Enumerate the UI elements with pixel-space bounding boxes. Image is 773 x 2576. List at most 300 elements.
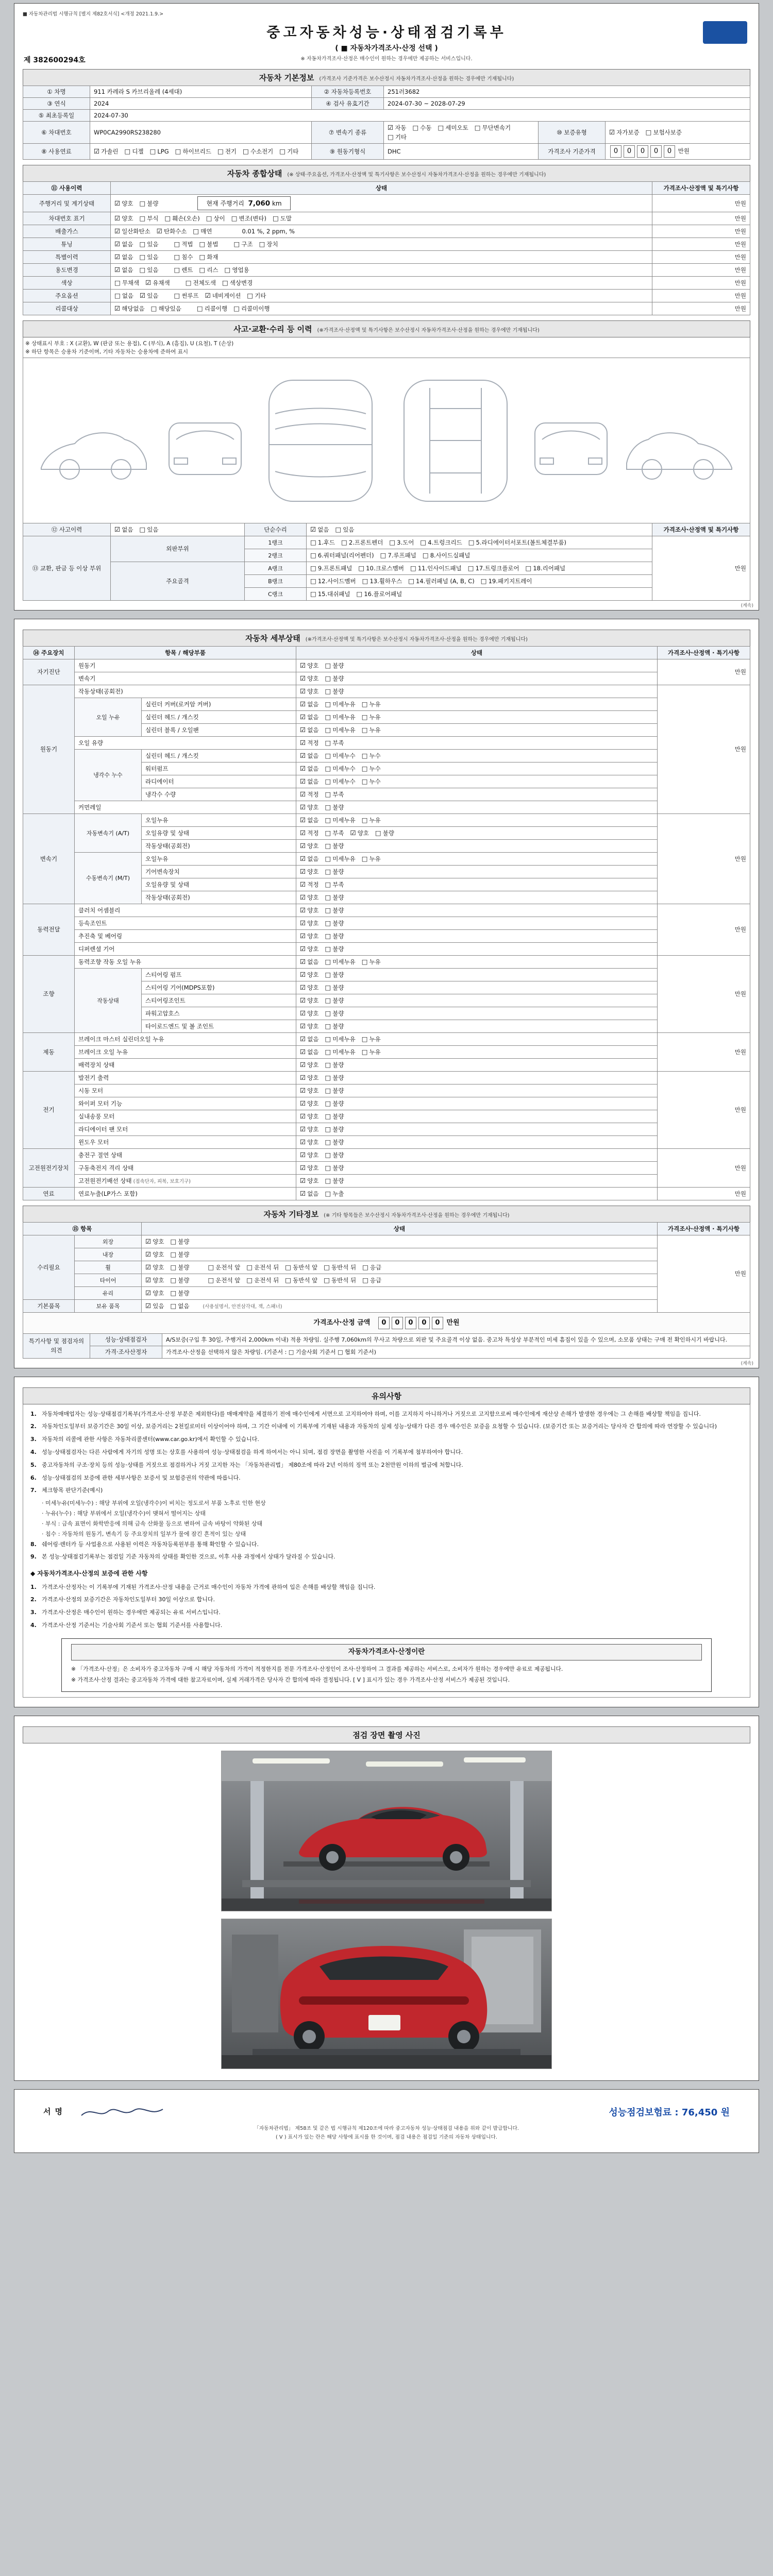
checkbox-option[interactable]: □ 5.라디에이터서포트(볼트체결부품): [468, 538, 567, 546]
checkbox-option[interactable]: ☑ 양호: [350, 828, 369, 837]
checkbox-option[interactable]: ☑ 양호: [300, 1163, 319, 1172]
checkbox-option[interactable]: □ 누수: [361, 764, 381, 772]
checked-box-icon: ☑: [94, 147, 100, 155]
checked-box-icon: ☑: [300, 841, 306, 850]
checkbox-option[interactable]: ☑ 없음: [300, 1047, 319, 1056]
checkbox-option[interactable]: □ 불량: [325, 674, 344, 682]
checkbox-option[interactable]: □ 운전석 뒤: [246, 1263, 279, 1271]
checkbox-option[interactable]: ☑ 양호: [300, 1009, 319, 1017]
checkbox-option[interactable]: □ 있음: [139, 253, 159, 261]
checkbox-option[interactable]: □ 상이: [206, 214, 225, 222]
checkbox-option[interactable]: □ 미세누유: [325, 854, 356, 862]
checkbox-option[interactable]: □ 전기: [217, 147, 237, 155]
checkbox-option[interactable]: ☑ 양호: [300, 1125, 319, 1133]
checkbox-option[interactable]: □ 불량: [325, 867, 344, 875]
section-detail-condition: [23, 630, 750, 1200]
checkbox-option[interactable]: □ 17.트렁크플로어: [467, 564, 519, 572]
unchecked-box-icon: □: [525, 564, 532, 572]
unchecked-box-icon: □: [139, 199, 146, 207]
checkbox-option[interactable]: □ 미세누유: [325, 725, 356, 734]
checkbox-option[interactable]: □ 불량: [325, 687, 344, 695]
checkbox-option[interactable]: □ 불량: [325, 1073, 344, 1081]
checkbox-option[interactable]: □ 훼손(오손): [164, 214, 200, 222]
checked-box-icon: ☑: [145, 1263, 152, 1271]
checked-box-icon: ☑: [609, 128, 615, 136]
checked-box-icon: ☑: [300, 661, 306, 669]
checkbox-option[interactable]: □ 불량: [325, 944, 344, 953]
checkbox-option[interactable]: ☑ 없음: [300, 713, 319, 721]
checkbox-option[interactable]: ☑ 자동: [388, 124, 407, 131]
checkbox-option[interactable]: ☑ 없음: [114, 525, 133, 533]
inspection-photo-rear-quarter: [221, 1919, 552, 2069]
detail-row: 오일 유량 ☑ 적정 □ 부족: [23, 736, 750, 749]
checked-box-icon: ☑: [300, 906, 306, 914]
checkbox-option[interactable]: □ 장치: [259, 240, 278, 248]
checkbox-option[interactable]: □ 동반석 앞: [285, 1276, 318, 1284]
notice-item: 6. 성능·상태점검의 보증에 관한 세부사항은 보증서 및 보험증권의 약관에 따릅니다.: [30, 1474, 241, 1481]
detail-row: 조향 동력조향 작동 오일 누유 ☑ 없음 □ 미세누유 □ 누유 만원: [23, 955, 750, 968]
checkbox-option[interactable]: □ 부족: [325, 880, 344, 888]
checkbox-option[interactable]: ☑ 없음: [114, 266, 133, 274]
checkbox-option[interactable]: ☑ 해당없음: [114, 304, 145, 312]
checkbox-option[interactable]: □ 불량: [325, 1163, 344, 1172]
unchecked-box-icon: □: [325, 893, 331, 901]
unchecked-box-icon: □: [279, 147, 286, 155]
checkbox-option[interactable]: □ 동반석 뒤: [324, 1276, 357, 1284]
unchecked-box-icon: □: [170, 1263, 177, 1271]
checkbox-option[interactable]: ☑ 양호: [300, 1176, 319, 1184]
unchecked-box-icon: □: [356, 589, 363, 598]
checkbox-option[interactable]: □ 부족: [325, 738, 344, 747]
checkbox-option[interactable]: □ 침수: [174, 253, 193, 261]
checked-box-icon: ☑: [205, 292, 211, 299]
checkbox-option[interactable]: ☑ 없음: [300, 816, 319, 824]
checkbox-option[interactable]: □ 해당있음: [150, 304, 181, 312]
unchecked-box-icon: □: [259, 240, 265, 248]
checkbox-option[interactable]: ☑ 없음: [310, 525, 329, 533]
checked-box-icon: ☑: [300, 674, 306, 682]
checkbox-option[interactable]: ☑ 양호: [300, 893, 319, 901]
checkbox-option[interactable]: □ 불량: [325, 1176, 344, 1184]
checkbox-option[interactable]: □ 11.인사이드패널: [410, 564, 462, 572]
checked-box-icon: ☑: [140, 292, 146, 299]
checkbox-option[interactable]: □ 누유: [361, 700, 381, 708]
unchecked-box-icon: □: [150, 304, 157, 312]
checkbox-option[interactable]: □ 부족: [325, 828, 344, 837]
checkbox-option[interactable]: □ 불량: [325, 970, 344, 978]
checked-box-icon: ☑: [300, 816, 306, 824]
checkbox-option[interactable]: □ 13.휠하우스: [362, 577, 402, 585]
checkbox-option[interactable]: □ 누유: [361, 1035, 381, 1043]
unchecked-box-icon: □: [325, 661, 331, 669]
price-appraisal-total: 가격조사·산정 금액 0 0 0 0 0 만원: [23, 1312, 750, 1334]
checkbox-option[interactable]: □ 운전석 앞: [208, 1276, 241, 1284]
checkbox-option[interactable]: □ 도말: [272, 214, 292, 222]
checkbox-option[interactable]: □ 불량: [375, 828, 394, 837]
checkbox-option[interactable]: □ 수소전기: [243, 147, 274, 155]
detail-row: 작동상태(공회전) ☑ 양호 □ 불량: [23, 891, 750, 904]
notice-item: 9. 본 성능·상태점검기록부는 점검일 기준 자동차의 상태를 확인한 것으로, 이후 사용 과정에서 상태가 달라질 수 있습니다.: [30, 1553, 335, 1561]
checkbox-option[interactable]: ☑ 적정: [300, 790, 319, 798]
checkbox-option[interactable]: □ 응급: [362, 1276, 382, 1284]
checked-box-icon: ☑: [145, 1289, 152, 1297]
checkbox-option[interactable]: ☑ 탄화수소: [156, 227, 187, 235]
checkbox-option[interactable]: □ 불량: [325, 893, 344, 901]
checkbox-option[interactable]: □ 누유: [361, 957, 381, 965]
checkbox-option[interactable]: ☑ 적정: [300, 880, 319, 888]
checkbox-option[interactable]: □ 구조: [233, 240, 253, 248]
checkbox-option[interactable]: □ 불법: [199, 240, 219, 248]
unchecked-box-icon: □: [285, 1263, 292, 1271]
appraisal-definition-text: ※ 「가격조사·산정」은 소비자가 중고자동차 구매 시 해당 자동차의 가격이 적정한지를 전문 가격조사·산정인이 조사·산정하여 그 결과를 제공하는 서비스로, 소비자가 원하는 경우에만 유료로 제공됩니다.: [71, 1665, 563, 1672]
detail-row: 제동 브레이크 마스터 실린더오일 누유 ☑ 없음 □ 미세누유 □ 누유 만원: [23, 1032, 750, 1045]
checkbox-option[interactable]: ☑ 양호: [300, 1112, 319, 1120]
checkbox-option[interactable]: □ 불량: [325, 919, 344, 927]
checkbox-option[interactable]: ☑ 양호: [300, 1086, 319, 1094]
checkbox-option[interactable]: ☑ 양호: [114, 214, 133, 222]
checkbox-option[interactable]: □ 불량: [170, 1289, 190, 1297]
checkbox-option[interactable]: □ 불량: [325, 803, 344, 811]
checkbox-option[interactable]: □ 누유: [361, 725, 381, 734]
checkbox-option[interactable]: □ 없음: [170, 1301, 190, 1310]
checkbox-option[interactable]: □ 없음: [114, 292, 134, 299]
unchecked-box-icon: □: [310, 538, 316, 546]
unchecked-box-icon: □: [325, 803, 331, 811]
checkbox-option[interactable]: □ 불량: [325, 1112, 344, 1120]
car-outline-views: [31, 362, 742, 517]
checkbox-option[interactable]: □ 디젤: [124, 147, 144, 155]
checkbox-option[interactable]: □ 미세누유: [325, 1035, 356, 1043]
checkbox-option[interactable]: □ 하이브리드: [175, 147, 212, 155]
current-mileage-box: 현재 주행거리 7,060 km: [197, 196, 290, 210]
notice-sub-item: · 누유(누수) : 해당 부위에서 오일(냉각수)이 맺혀서 떨어지는 상태: [42, 1509, 743, 1518]
checkbox-option[interactable]: ☑ 양호: [300, 906, 319, 914]
checkbox-option[interactable]: □ 미세누수: [325, 751, 356, 759]
checkbox-option[interactable]: ☑ 자가보증: [609, 128, 640, 136]
checkbox-option[interactable]: ☑ 적정: [300, 828, 319, 837]
checkbox-option[interactable]: □ 불량: [170, 1276, 190, 1284]
checkbox-option[interactable]: □ 있음: [335, 525, 355, 533]
checkbox-option[interactable]: □ 불량: [325, 1125, 344, 1133]
checkbox-option[interactable]: ☑ 없음: [300, 957, 319, 965]
checkbox-option[interactable]: □ 기타: [247, 292, 266, 299]
checkbox-option[interactable]: □ 불량: [325, 661, 344, 669]
checkbox-option[interactable]: ☑ 양호: [300, 996, 319, 1004]
checkbox-option[interactable]: □ 영업용: [224, 266, 249, 274]
unchecked-box-icon: □: [185, 279, 192, 286]
checkbox-option[interactable]: □ 불량: [170, 1237, 190, 1245]
checkbox-option[interactable]: □ 운전석 앞: [208, 1263, 241, 1271]
checked-box-icon: ☑: [300, 931, 306, 940]
checkbox-option[interactable]: □ 매연: [193, 227, 212, 235]
checked-box-icon: ☑: [114, 266, 121, 274]
section-accident-history: [23, 320, 750, 601]
unchecked-box-icon: □: [199, 253, 206, 261]
checkbox-option[interactable]: □ 미세누유: [325, 713, 356, 721]
checkbox-option[interactable]: ☑ 일산화탄소: [114, 227, 150, 235]
checkbox-option[interactable]: ☑ 양호: [145, 1289, 164, 1297]
checkbox-option[interactable]: ☑ 없음: [300, 700, 319, 708]
unchecked-box-icon: □: [325, 1099, 331, 1107]
checkbox-option[interactable]: □ 기타: [279, 147, 299, 155]
checked-box-icon: ☑: [310, 525, 316, 533]
checkbox-option[interactable]: □ 누수: [361, 751, 381, 759]
unchecked-box-icon: □: [325, 738, 331, 747]
unchecked-box-icon: □: [139, 214, 146, 222]
checkbox-option[interactable]: ☑ 없음: [300, 725, 319, 734]
detail-row: 배력장치 상태 ☑ 양호 □ 불량: [23, 1058, 750, 1071]
checkbox-option[interactable]: □ 있음: [139, 240, 159, 248]
detail-row: 고전원전기배선 상태 (접속단자, 피복, 보호기구) ☑ 양호 □ 불량: [23, 1174, 750, 1187]
checked-box-icon: ☑: [114, 214, 121, 222]
checkbox-option[interactable]: ☑ 양호: [300, 687, 319, 695]
detail-row: 작동상태(공회전) ☑ 양호 □ 불량: [23, 839, 750, 852]
checkbox-option[interactable]: ☑ 양호: [300, 841, 319, 850]
checkbox-option[interactable]: □ 기타: [388, 133, 407, 141]
checkbox-option[interactable]: □ LPG: [149, 147, 169, 155]
notice-body: [23, 1404, 750, 1698]
checkbox-option[interactable]: □ 7.루프패널: [380, 551, 416, 559]
document-number: 제 382600294호: [24, 56, 86, 64]
unchecked-box-icon: □: [310, 564, 316, 572]
checkbox-option[interactable]: □ 1.후드: [310, 538, 335, 546]
checkbox-option[interactable]: ☑ 양호: [145, 1263, 164, 1271]
unchecked-box-icon: □: [361, 1035, 368, 1043]
checkbox-option[interactable]: □ 있음: [139, 525, 159, 533]
checkbox-option[interactable]: □ 전체도색: [185, 279, 216, 286]
unchecked-box-icon: □: [175, 147, 181, 155]
checkbox-option[interactable]: □ 불량: [325, 931, 344, 940]
detail-row: 실린더 블록 / 오일팬 ☑ 없음 □ 미세누유 □ 누유: [23, 723, 750, 736]
checkbox-option[interactable]: □ 무채색: [114, 279, 140, 286]
checkbox-option[interactable]: ☑ 없음: [114, 253, 133, 261]
checkbox-option[interactable]: ☑ 양호: [300, 674, 319, 682]
checkbox-option[interactable]: □ 리콜이행: [196, 304, 228, 312]
checkbox-option[interactable]: □ 8.사이드실패널: [422, 551, 470, 559]
checkbox-option[interactable]: □ 있음: [139, 266, 159, 274]
checkbox-option[interactable]: □ 누출: [325, 1189, 344, 1197]
unchecked-box-icon: □: [361, 777, 368, 785]
detail-row: 실내송풍 모터 ☑ 양호 □ 불량: [23, 1110, 750, 1123]
checkbox-option[interactable]: □ 부족: [325, 790, 344, 798]
checkbox-option[interactable]: □ 불량: [170, 1250, 190, 1258]
checkbox-option[interactable]: □ 동반석 뒤: [324, 1263, 357, 1271]
detail-row: 스티어링조인트 ☑ 양호 □ 불량: [23, 994, 750, 1007]
checkbox-option[interactable]: ☑ 양호: [300, 1138, 319, 1146]
detail-row: 오일유량 및 상태 ☑ 적정 □ 부족: [23, 878, 750, 891]
checkbox-option[interactable]: ☑ 적정: [300, 738, 319, 747]
unchecked-box-icon: □: [645, 128, 652, 136]
car-damage-diagram: [23, 358, 750, 523]
checkbox-option[interactable]: □ 세미오토: [438, 124, 468, 131]
section-notice: [23, 1387, 750, 1698]
checkbox-option[interactable]: □ 운전석 뒤: [246, 1276, 279, 1284]
checkbox-option[interactable]: □ 12.사이드멤버: [310, 577, 356, 585]
checkbox-option[interactable]: ☑ 양호: [145, 1237, 164, 1245]
checkbox-option[interactable]: □ 렌트: [174, 266, 193, 274]
unchecked-box-icon: □: [325, 867, 331, 875]
checkbox-option[interactable]: ☑ 없음: [300, 854, 319, 862]
unchecked-box-icon: □: [170, 1301, 177, 1310]
notice-sub-item: · 부식 : 금속 표면이 화학반응에 의해 금속 산화물 등으로 변하여 금속 바탕이 약화된 상태: [42, 1519, 743, 1529]
overall-row: 차대번호 표기 ☑ 양호 □ 부식 □ 훼손(오손) □ 상이 □ 변조(변타) □ 도말 만원: [23, 212, 750, 225]
issuer-logo: [703, 21, 747, 44]
checkbox-option[interactable]: □ 미세누유: [325, 816, 356, 824]
price-digit-box: 0: [418, 1317, 430, 1329]
checkbox-option[interactable]: □ 불량: [139, 199, 159, 207]
checkbox-option[interactable]: □ 불량: [325, 1150, 344, 1159]
unchecked-box-icon: □: [361, 854, 368, 862]
checkbox-option[interactable]: □ 누유: [361, 1047, 381, 1056]
checkbox-option[interactable]: □ 미세누수: [325, 777, 356, 785]
checkbox-option[interactable]: □ 불량: [325, 1060, 344, 1069]
etc-row: 타이어 ☑ 양호 □ 불량 □ 운전석 앞 □ 운전석 뒤 □ 동반석 앞 □ 동반석 뒤 □ 응급: [23, 1274, 750, 1286]
checked-box-icon: ☑: [300, 725, 306, 734]
unchecked-box-icon: □: [408, 577, 415, 585]
checkbox-option[interactable]: ☑ 없음: [114, 240, 133, 248]
legal-footer: [23, 2125, 750, 2143]
checkbox-option[interactable]: □ 수동: [412, 124, 432, 131]
unchecked-box-icon: □: [174, 266, 180, 274]
checkbox-option[interactable]: ☑ 양호: [300, 867, 319, 875]
checkbox-option[interactable]: □ 10.크로스멤버: [358, 564, 404, 572]
unchecked-box-icon: □: [170, 1237, 177, 1245]
checkbox-option[interactable]: ☑ 양호: [300, 1022, 319, 1030]
basic-info-table: ① 차명 911 카레라 S 카브리올레 (4세대) ② 자동차등록번호 251러3682 ③ 연식 2024 ④ 검사 유효기간 2024-07-30 ~ 2028-07-29 ⑤ 최초등록일 2024-07-30 ⑥ 차대번호 WP0CA2990RS238280 ⑦ 변속기 종류 ☑ 자동 □ 수동 □ 세미오토 □ 무단변속기□ 기타 ⑩ 보증유형 ☑ 자가보증 □ 보험사보증 ⑧ 사용연료 ☑ 가솔린 □ 디젤 □ LPG □ 하이브리드 □ 전기 □ 수소전기 □ 기타 ⑨ 원동기형식 DHC 가격조사 기준가격 0 0 0 0 0 만원: [23, 86, 750, 160]
checkbox-option[interactable]: □ 미세누유: [325, 1047, 356, 1056]
unchecked-box-icon: □: [468, 538, 475, 546]
checkbox-option[interactable]: ☑ 양호: [300, 983, 319, 991]
checkbox-option[interactable]: □ 14.필러패널 (A, B, C): [408, 577, 475, 585]
price-digit-box: 0: [392, 1317, 403, 1329]
unchecked-box-icon: □: [325, 725, 331, 734]
checkbox-option[interactable]: ☑ 양호: [145, 1250, 164, 1258]
checkbox-option[interactable]: □ 불량: [325, 983, 344, 991]
unchecked-box-icon: □: [310, 589, 316, 598]
overall-row: 튜닝 ☑ 없음 □ 있음 □ 적법 □ 불법 □ 구조 □ 장치 만원: [23, 238, 750, 251]
checkbox-option[interactable]: ☑ 양호: [300, 970, 319, 978]
checkbox-option[interactable]: ☑ 양호: [300, 944, 319, 953]
checkbox-option[interactable]: □ 미세누유: [325, 957, 356, 965]
checkbox-option[interactable]: □ 리스: [199, 266, 219, 274]
checkbox-option[interactable]: □ 부식: [139, 214, 159, 222]
unchecked-box-icon: □: [325, 790, 331, 798]
checkbox-option[interactable]: □ 누수: [361, 777, 381, 785]
unchecked-box-icon: □: [362, 1263, 368, 1271]
checkbox-option[interactable]: □ 누유: [361, 816, 381, 824]
checkbox-option[interactable]: □ 불량: [325, 1086, 344, 1094]
checkbox-option[interactable]: □ 동반석 앞: [285, 1263, 318, 1271]
checkbox-option[interactable]: □ 불량: [325, 841, 344, 850]
checkbox-option[interactable]: □ 불량: [325, 1009, 344, 1017]
unchecked-box-icon: □: [325, 777, 331, 785]
checkbox-option[interactable]: ☑ 있음: [145, 1301, 164, 1310]
checkbox-option[interactable]: □ 썬루프: [174, 292, 199, 299]
detail-row: 와이퍼 모터 기능 ☑ 양호 □ 불량: [23, 1097, 750, 1110]
checkbox-option[interactable]: ☑ 없음: [300, 777, 319, 785]
checkbox-option[interactable]: □ 미세누유: [325, 700, 356, 708]
unchecked-box-icon: □: [206, 214, 212, 222]
checkbox-option[interactable]: ☑ 양호: [300, 919, 319, 927]
panel-notice: [14, 1377, 759, 1708]
checkbox-option[interactable]: □ 불량: [325, 1138, 344, 1146]
unchecked-box-icon: □: [361, 725, 368, 734]
checkbox-option[interactable]: □ 리콜미이행: [233, 304, 270, 312]
checkbox-option[interactable]: □ 2.프론트펜더: [341, 538, 383, 546]
checkbox-option[interactable]: ☑ 양호: [300, 1060, 319, 1069]
checkbox-option[interactable]: ☑ 가솔린: [94, 147, 119, 155]
checkbox-option[interactable]: □ 화재: [199, 253, 219, 261]
unchecked-box-icon: □: [170, 1289, 177, 1297]
checkbox-option[interactable]: □ 적법: [174, 240, 193, 248]
continue-mark: (계속): [741, 1361, 753, 1366]
checkbox-option[interactable]: □ 무단변속기: [474, 124, 511, 131]
checkbox-option[interactable]: □ 6.쿼터패널(리어펜더): [310, 551, 374, 559]
checkbox-option[interactable]: ☑ 네비게이션: [205, 292, 241, 299]
checkbox-option[interactable]: ☑ 양호: [145, 1276, 164, 1284]
unchecked-box-icon: □: [174, 240, 180, 248]
checkbox-option[interactable]: ☑ 없음: [300, 751, 319, 759]
checkbox-option[interactable]: □ 19.패키지트레이: [480, 577, 532, 585]
checkbox-option[interactable]: ☑ 양호: [300, 1073, 319, 1081]
checked-box-icon: ☑: [114, 227, 121, 235]
checkbox-option[interactable]: □ 불량: [325, 906, 344, 914]
checkbox-option[interactable]: □ 미세누수: [325, 764, 356, 772]
section-title-bar: 자동차 종합상태 (※ 상태·주요옵션, 가격조사·산정액 및 특기사항은 보수산정시 자동차가격조사·산정을 원하는 경우에만 기재됩니다): [23, 165, 750, 182]
checkbox-option[interactable]: □ 불량: [325, 996, 344, 1004]
checkbox-option[interactable]: □ 3.도어: [389, 538, 414, 546]
checkbox-option[interactable]: □ 색상변경: [222, 279, 253, 286]
checkbox-option[interactable]: □ 9.프론트패널: [310, 564, 352, 572]
checkbox-option[interactable]: □ 불량: [325, 1022, 344, 1030]
checkbox-option[interactable]: □ 변조(변타): [231, 214, 266, 222]
checked-box-icon: ☑: [300, 751, 306, 759]
checkbox-option[interactable]: ☑ 양호: [300, 1150, 319, 1159]
checkbox-option[interactable]: ☑ 있음: [140, 292, 159, 299]
checkbox-option[interactable]: □ 불량: [170, 1263, 190, 1271]
unchecked-box-icon: □: [412, 124, 419, 131]
checkbox-option[interactable]: □ 16.플로어패널: [356, 589, 402, 598]
checkbox-option[interactable]: □ 누유: [361, 713, 381, 721]
checkbox-option[interactable]: □ 15.대쉬패널: [310, 589, 350, 598]
checkbox-option[interactable]: □ 보험사보증: [645, 128, 682, 136]
checkbox-option[interactable]: □ 4.트렁크리드: [420, 538, 462, 546]
checkbox-option[interactable]: □ 누유: [361, 854, 381, 862]
checkbox-option[interactable]: □ 불량: [325, 1099, 344, 1107]
checkbox-option[interactable]: ☑ 없음: [300, 1035, 319, 1043]
unchecked-box-icon: □: [139, 253, 146, 261]
checkbox-option[interactable]: □ 응급: [362, 1263, 382, 1271]
checkbox-option[interactable]: ☑ 양호: [300, 931, 319, 940]
checkbox-option[interactable]: ☑ 양호: [300, 1099, 319, 1107]
checkbox-option[interactable]: ☑ 양호: [114, 199, 133, 207]
checkbox-option[interactable]: □ 18.리어패널: [525, 564, 566, 572]
overall-row: 용도변경 ☑ 없음 □ 있음 □ 렌트 □ 리스 □ 영업용 만원: [23, 264, 750, 277]
checkbox-option[interactable]: ☑ 없음: [300, 1189, 319, 1197]
unchecked-box-icon: □: [325, 931, 331, 940]
checkbox-option[interactable]: ☑ 양호: [300, 803, 319, 811]
price-digit-box: 0: [650, 145, 662, 158]
unchecked-box-icon: □: [164, 214, 171, 222]
checkbox-option[interactable]: ☑ 없음: [300, 764, 319, 772]
checked-box-icon: ☑: [300, 1086, 306, 1094]
checked-box-icon: ☑: [156, 227, 162, 235]
checked-box-icon: ☑: [300, 957, 306, 965]
checkbox-option[interactable]: ☑ 양호: [300, 661, 319, 669]
unchecked-box-icon: □: [243, 147, 249, 155]
unchecked-box-icon: □: [139, 266, 146, 274]
checkbox-option[interactable]: ☑ 유채색: [145, 279, 170, 286]
